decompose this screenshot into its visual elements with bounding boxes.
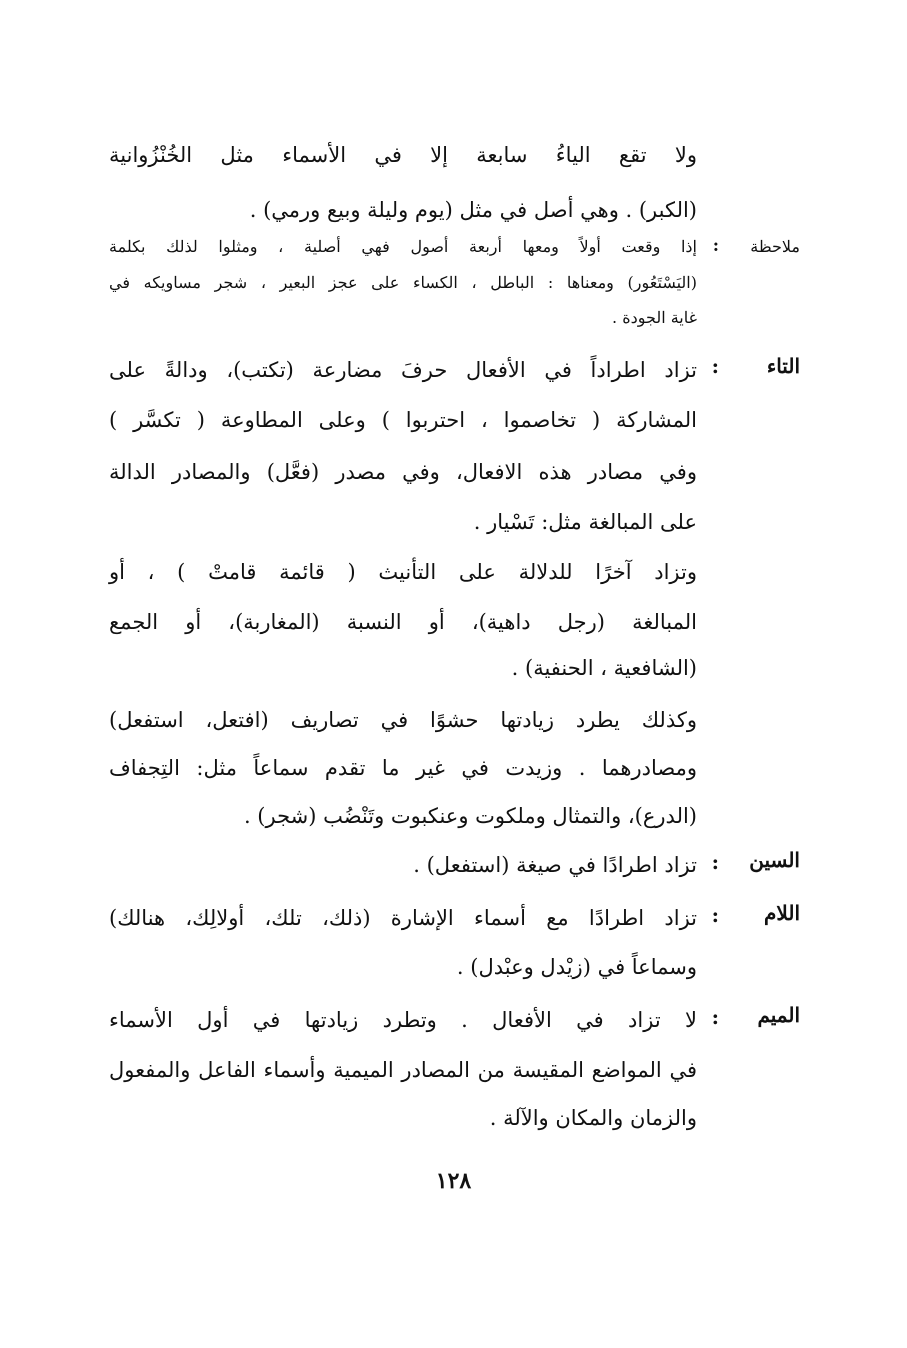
intro-line-1: ولا تقع الياءُ سابعة إلا في الأسماء مثل الخُنْزُوانية [109, 143, 697, 167]
section-colon-taa: : [711, 354, 719, 378]
laam-line-2: وسماعاً في (زيْدل وعبْدل) . [456, 955, 697, 979]
section-colon-seen: : [711, 850, 719, 874]
taa-p1-line-4: على المبالغة مثل: تَسْيار . [473, 510, 697, 534]
section-colon-meem: : [711, 1005, 719, 1029]
note-line-2: (اليَسْتَعُور) ومعناها : الباطل ، الكساء على عجز البعير ، شجر مساويكه في [109, 273, 697, 292]
section-label-meem: الميم [757, 1003, 800, 1027]
section-label-taa: التاء [766, 354, 800, 378]
seen-line-1: تزاد اطرادًا في صيغة (استفعل) . [413, 853, 697, 877]
note-line-1: إذا وقعت أولاً ومعها أربعة أصول فهي أصلية ، ومثلوا لذلك بكلمة [109, 237, 697, 256]
section-colon-laam: : [711, 903, 719, 927]
taa-p1-line-1: تزاد اطراداً في الأفعال حرفَ مضارعة (تكتب)، ودالةً على [109, 358, 697, 382]
taa-p2-line-2: المبالغة (رجل داهية)، أو النسبة (المغاربة)، أو الجمع [109, 610, 697, 634]
meem-line-2: في المواضع المقيسة من المصادر الميمية وأسماء الفاعل والمفعول [109, 1058, 697, 1082]
taa-p2-line-1: وتزاد آخرًا للدلالة على التأنيث ( قائمة قامتْ ) ، أو [109, 560, 697, 584]
section-label-laam: اللام [764, 901, 800, 925]
note-label: ملاحظة [750, 237, 800, 256]
taa-p3-line-3: (الدرع)، والتمثال وملكوت وعنكبوت وتَنْضُب (شجر) . [243, 804, 697, 828]
intro-line-2: (الكبر) . وهي أصل في مثل (يوم وليلة وبيع ورمي) . [249, 198, 697, 222]
section-label-seen: السين [749, 848, 800, 872]
note-colon: : [712, 236, 719, 256]
note-line-3: غاية الجودة . [612, 308, 697, 327]
meem-line-3: والزمان والمكان والآلة . [489, 1106, 697, 1130]
page-number: ١٢٨ [435, 1168, 472, 1194]
taa-p1-line-2: المشاركة ( تخاصموا ، احتربوا ) وعلى المطاوعة ( تكسَّر ) [109, 408, 697, 432]
taa-p3-line-2: ومصادرهما . وزيدت في غير ما تقدم سماعاً مثل: التِجفاف [109, 756, 697, 780]
taa-p3-line-1: وكذلك يطرد زيادتها حشوًا في تصاريف (افتعل، استفعل) [109, 708, 697, 732]
laam-line-1: تزاد اطرادًا مع أسماء الإشارة (ذلك، تلك، أولالِك، هنالك) [109, 906, 697, 930]
taa-p1-line-3: وفي مصادر هذه الافعال، وفي مصدر (فعَّل) والمصادر الدالة [109, 460, 697, 484]
meem-line-1: لا تزاد في الأفعال . وتطرد زيادتها في أول الأسماء [109, 1008, 697, 1032]
taa-p2-line-3: (الشافعية ، الحنفية) . [511, 656, 697, 680]
